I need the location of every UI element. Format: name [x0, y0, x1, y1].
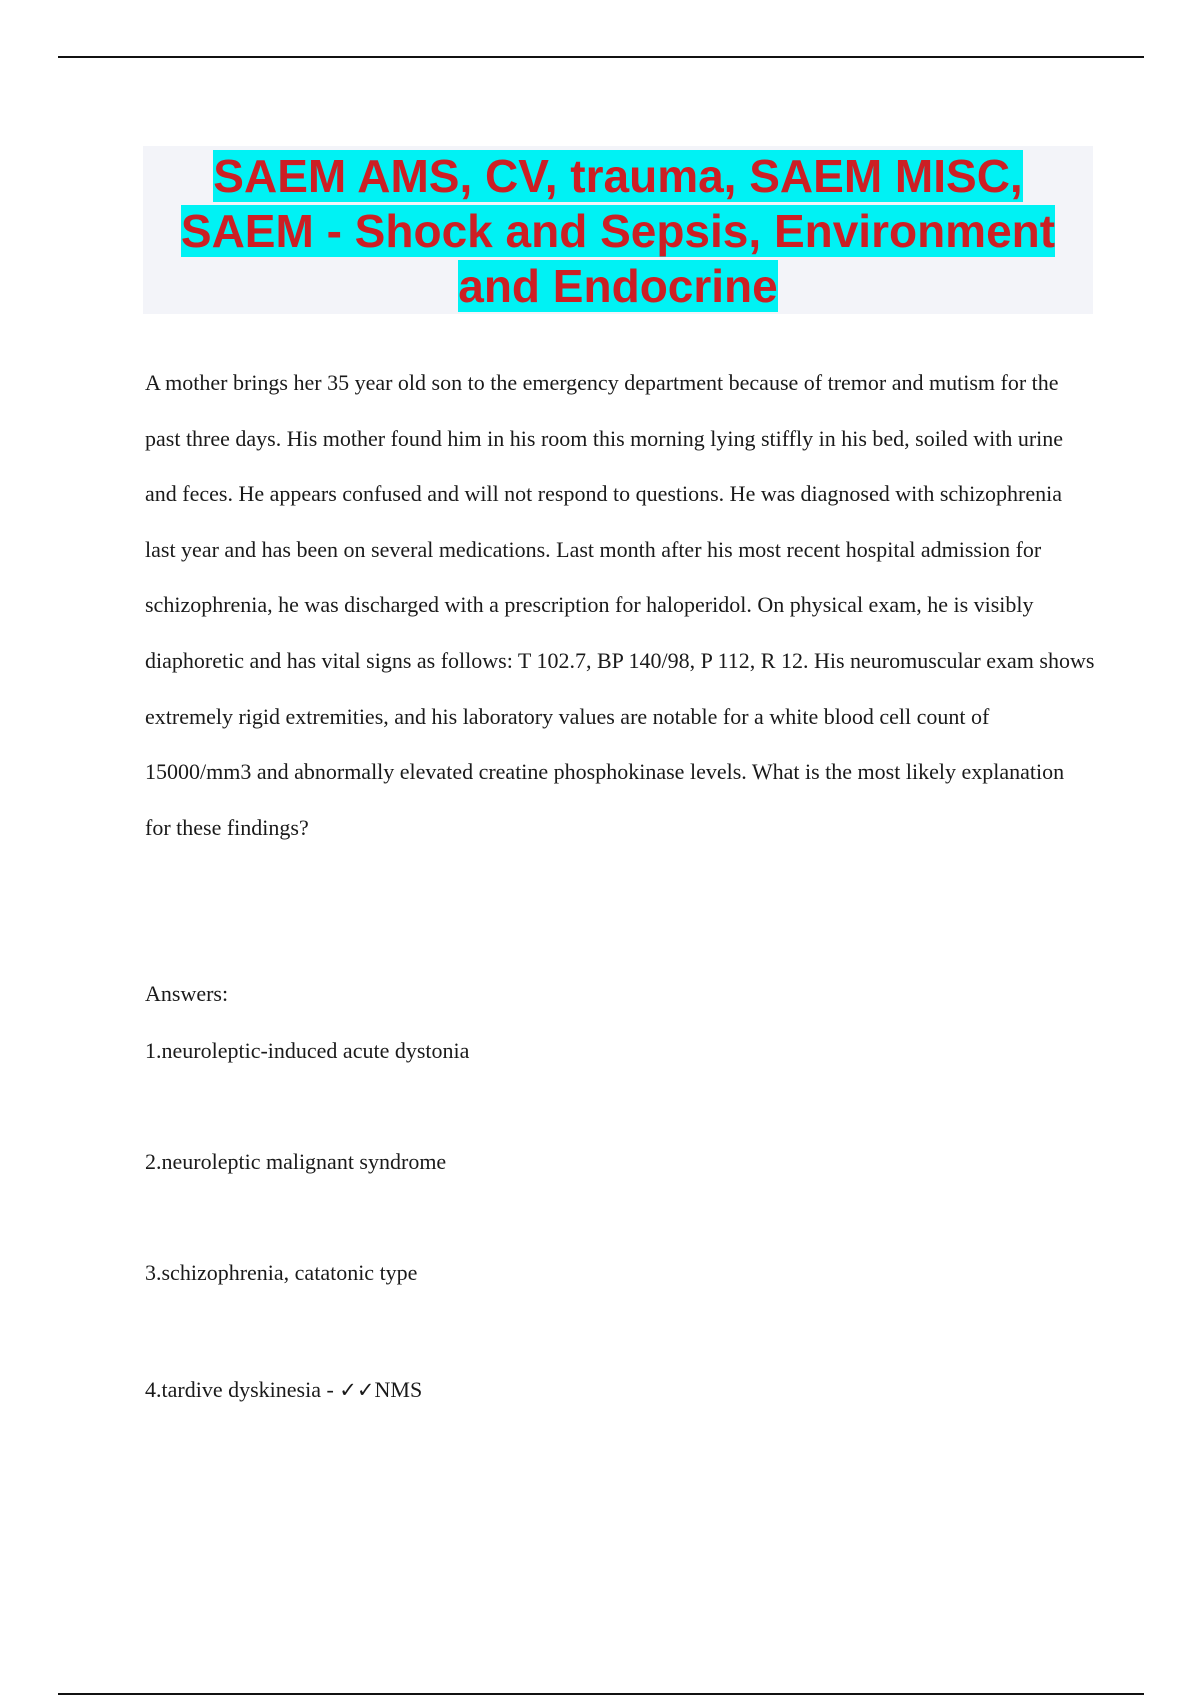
- answer-option-1: 1.neuroleptic-induced acute dystonia: [145, 1038, 470, 1063]
- question-text: A mother brings her 35 year old son to the emergency department because of tremor and mutism for the past three days. His mother found him in his room this morning lying stiffly in his bed, soiled with urine and feces. He appears confused and will not respond to questions. He was diagnosed with schizophrenia last year and has been on several medications. Last month after his most recent hospital admission for schizophrenia, he was discharged with a prescription for haloperidol. On physical exam, he is visibly diaphoretic and has vital signs as follows: T 102.7, BP 140/98, P 112, R 12. His neuromuscular exam shows extremely rigid extremities, and his laboratory values are notable for a white blood cell count of 15000/mm3 and abnormally elevated creatine phosphokinase levels. What is the most likely explanation for these findings?: [145, 370, 1095, 840]
- answer-option-2: 2.neuroleptic malignant syndrome: [145, 1149, 447, 1174]
- title-line-3: and Endocrine: [458, 260, 778, 312]
- answers-label: Answers:: [145, 981, 229, 1006]
- answer-option-4: [145, 1371, 422, 1409]
- document-title: [143, 146, 1093, 314]
- answer-option-3: 3.schizophrenia, catatonic type: [145, 1260, 418, 1285]
- top-divider: [58, 56, 1144, 58]
- double-check-icon: ✓✓: [339, 1378, 375, 1402]
- bottom-divider: [58, 1693, 1144, 1695]
- answer-option-4-text: 4.tardive dyskinesia -: [145, 1377, 340, 1402]
- title-line-1: SAEM AMS, CV, trauma, SAEM MISC,: [213, 150, 1023, 202]
- correct-answer: NMS: [374, 1377, 423, 1402]
- title-line-2: SAEM - Shock and Sepsis, Environment: [180, 205, 1056, 257]
